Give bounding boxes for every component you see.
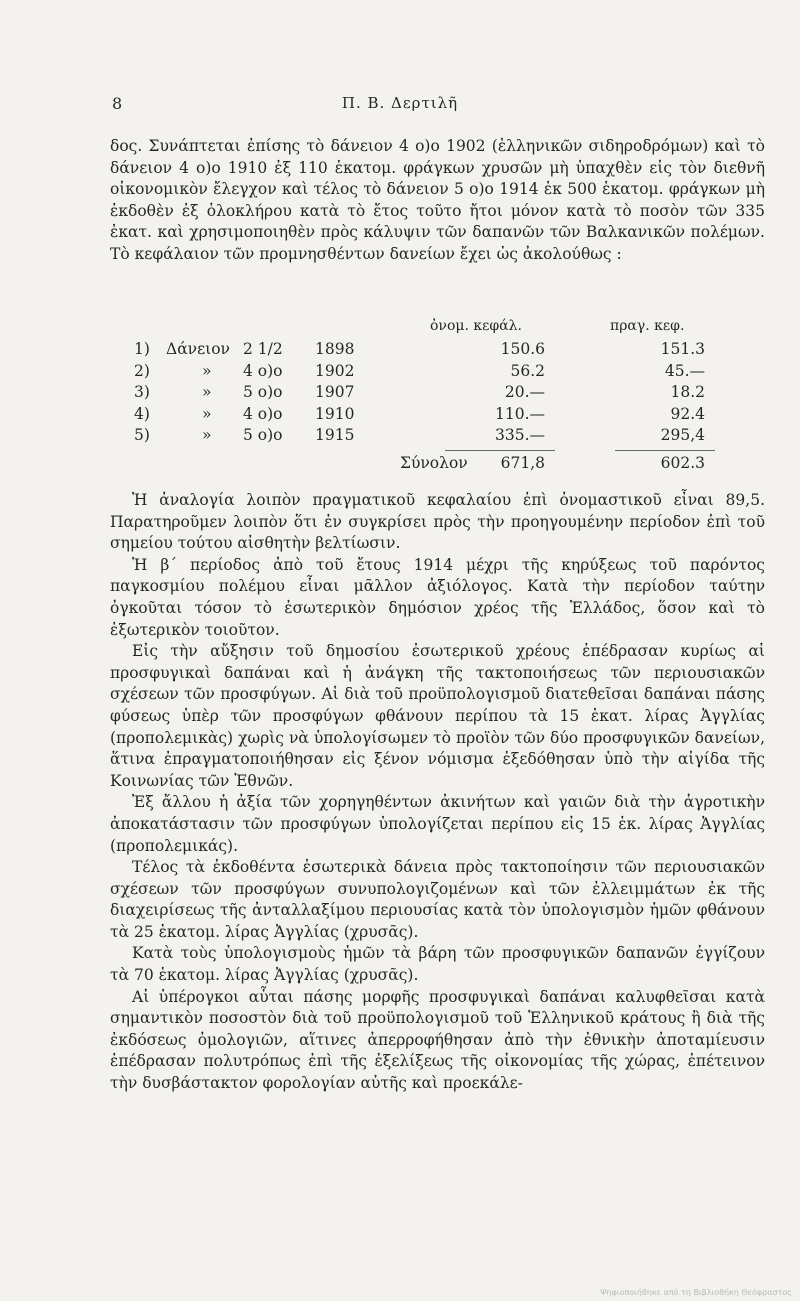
digitization-note: Ψηφιοποιήθηκε από τη Βιβλιοθήκη Θεόφραστος bbox=[600, 1288, 792, 1297]
real-capital: 151.3 bbox=[660, 340, 705, 358]
real-capital: 92.4 bbox=[670, 404, 705, 423]
loan-name: » bbox=[202, 361, 212, 380]
row-number: 2) bbox=[134, 361, 150, 380]
total-nominal: 671,8 bbox=[500, 453, 545, 472]
nominal-capital: 110.— bbox=[494, 404, 545, 423]
total-real: 602.3 bbox=[660, 453, 705, 472]
row-number: 4) bbox=[134, 404, 150, 423]
intro-text bbox=[110, 136, 765, 266]
loan-year: 1907 bbox=[315, 383, 355, 401]
loan-year: 1902 bbox=[315, 361, 355, 380]
real-capital: 45.— bbox=[664, 361, 705, 380]
nominal-capital: 56.2 bbox=[510, 361, 545, 380]
running-head: Π. Β. Δερτιλῆ bbox=[341, 94, 459, 112]
row-number: 3) bbox=[134, 383, 150, 401]
loan-rate: 4 ο)ο bbox=[243, 361, 283, 380]
page-number: 8 bbox=[112, 94, 123, 113]
intro-paragraph: δος. Συνάπτεται ἐπίσης τὸ δάνειον 4 ο)ο 1902 (ἑλληνικῶν σιδηροδρόμων) καὶ τὸ δάνειον 4 ο)ο 1910 ἐξ 110 ἑκατομ. φράγκων χρυσῶν μὴ ὑπαχθὲν εἰς τὸν διεθνῆ οἰκονομικὸν ἔλεγχον καὶ τέλος τὸ δάνειον 5 ο)ο 1914 ἐκ 500 ἑκατομ. φράγκων μὴ ἐκδοθὲν ἐξ ὁλοκλήρου κατὰ τὸ ἔτος τοῦτο ἤτοι μόνον κατὰ τὸ ποσὸν τῶν 335 ἑκατ. καὶ χρησιμοποιηθὲν πρὸς κάλυψιν τῶν δαπανῶν τῶν Βαλκανικῶν πολέμων. Τὸ κεφάλαιον τῶν προμνησθέντων δανείων ἔχει ὡς ἀκολούθως : bbox=[110, 137, 765, 263]
col-header-real: πραγ. κεφ. bbox=[610, 318, 685, 334]
body-paragraph: Εἰς τὴν αὔξησιν τοῦ δημοσίου ἐσωτερικοῦ χρέους ἐπέδρασαν κυρίως αἱ προσφυγικαὶ δαπάναι καὶ ἡ ἀνάγκη τῆς τακτοποιήσεως τῶν περιουσιακῶν σχέσεων τῶν προσφύγων. Αἱ διὰ τοῦ προϋπολογισμοῦ διατεθεῖσαι δαπάναι πάσης φύσεως ὑπὲρ τῶν προσφύγων φθάνουν περίπου τὰ 15 ἑκατ. λίρας Ἀγγλίας (προπολεμικὰς) χωρὶς νὰ ὑπολογίσωμεν τὸ προϊὸν τῶν δύο προσφυγικῶν δανείων, ἅτινα ἐπραγματοποιήθησαν εἰς ξένον νόμισμα ἐξεδόθησαν ὑπὸ τὴν αἰγίδα τῆς Κοινωνίας τῶν Ἐθνῶν. bbox=[110, 642, 765, 790]
loan-year: 1910 bbox=[315, 404, 355, 423]
real-capital: 295,4 bbox=[660, 426, 705, 444]
sum-rule bbox=[615, 450, 715, 451]
table-row bbox=[110, 340, 765, 362]
col-header-nominal: ὀνομ. κεφάλ. bbox=[430, 318, 522, 334]
body-paragraph: Ἡ ἀναλογία λοιπὸν πραγματικοῦ κεφαλαίου ἐπὶ ὀνομαστικοῦ εἶναι 89,5. Παρατηροῦμεν λοιπὸν ὅτι ἐν συγκρίσει πρὸς τὴν προηγουμένην περίοδον ἐπὶ τοῦ σημείου τούτου αἰσθητὴν βελτίωσιν. bbox=[110, 491, 765, 553]
body-paragraph: Τέλος τὰ ἐκδοθέντα ἐσωτερικὰ δάνεια πρὸς τακτοποίησιν τῶν περιουσιακῶν σχέσεων τῶν προσφύγων συνυπολογιζομένων καὶ τῶν ἐλλειμμάτων ἐκ τῆς διαχειρίσεως τῆς ἀνταλλαξίμου περιουσίας κατὰ τὸν ὑπολογισμὸν ἡμῶν φθάνουν τὰ 25 ἑκατομ. λίρας Ἀγγλίας (χρυσᾶς). bbox=[110, 858, 765, 941]
nominal-capital: 150.6 bbox=[500, 340, 545, 358]
table-row bbox=[110, 362, 765, 384]
row-number: 5) bbox=[134, 426, 150, 444]
body-paragraph: Κατὰ τοὺς ὑπολογισμοὺς ἡμῶν τὰ βάρη τῶν προσφυγικῶν δαπανῶν ἐγγίζουν τὰ 70 ἑκατομ. λίρας Ἀγγλίας (χρυσᾶς). bbox=[110, 944, 765, 985]
loan-name: » bbox=[202, 404, 212, 423]
loan-rate: 2 1/2 bbox=[243, 340, 283, 358]
row-number: 1) bbox=[134, 340, 150, 358]
nominal-capital: 335.— bbox=[494, 426, 545, 444]
loan-name: » bbox=[202, 426, 212, 444]
total-label: Σύνολον bbox=[400, 453, 468, 472]
body-paragraph: Ἐξ ἄλλου ἡ ἀξία τῶν χορηγηθέντων ἀκινήτων καὶ γαιῶν διὰ τὴν ἀγροτικὴν ἀποκατάστασιν τῶν προσφύγων ὑπολογίζεται περίπου εἰς 15 ἑκ. λίρας Ἀγγλίας (προπολεμικάς). bbox=[110, 793, 765, 855]
sum-rule bbox=[445, 450, 555, 451]
table-row bbox=[110, 405, 765, 427]
page-header bbox=[0, 94, 800, 116]
body-paragraph: Αἱ ὑπέρογκοι αὗται πάσης μορφῆς προσφυγικαὶ δαπάναι καλυφθεῖσαι κατὰ σημαντικὸν ποσοστὸν διὰ τοῦ προϋπολογισμοῦ τοῦ Ἑλληνικοῦ κράτους ἢ διὰ τῆς ἐκδόσεως ὁμολογιῶν, αἵτινες ἀπερροφήθησαν ἀπὸ τὴν ἐθνικὴν ἀποταμίευσιν ἐπέδρασαν πολυτρόπως ἐπὶ τῆς ἐξελίξεως τῆς οἰκονομίας τῆς χώρας, ἐπέτεινον τὴν δυσβάστακτον φορολογίαν αὐτῆς καὶ προεκάλε- bbox=[110, 987, 765, 1093]
loan-rate: 4 ο)ο bbox=[243, 404, 283, 423]
loan-year: 1915 bbox=[315, 426, 355, 444]
loan-table bbox=[110, 318, 765, 476]
loan-name: » bbox=[202, 383, 212, 401]
loan-name: Δάνειον bbox=[166, 340, 230, 358]
loan-rate: 5 ο)ο bbox=[243, 426, 283, 444]
real-capital: 18.2 bbox=[670, 383, 705, 401]
total-row bbox=[110, 454, 765, 476]
nominal-capital: 20.— bbox=[504, 383, 545, 401]
loan-year: 1898 bbox=[315, 340, 355, 358]
table-row bbox=[110, 426, 765, 448]
table-row bbox=[110, 383, 765, 405]
table-header bbox=[110, 318, 765, 340]
loan-rate: 5 ο)ο bbox=[243, 383, 283, 401]
body-paragraph: Ἡ β΄ περίοδος ἀπὸ τοῦ ἔτους 1914 μέχρι τῆς κηρύξεως τοῦ παρόντος παγκοσμίου πολέμου εἶναι μᾶλλον ἀξιόλογος. Κατὰ τὴν περίοδον ταύτην ὀγκοῦται τόσον τὸ ἐσωτερικὸν δημόσιον χρέος τῆς Ἑλλάδος, ὅσον καὶ τὸ ἐξωτερικὸν τοιοῦτον. bbox=[110, 555, 765, 639]
body-text bbox=[110, 490, 765, 1095]
